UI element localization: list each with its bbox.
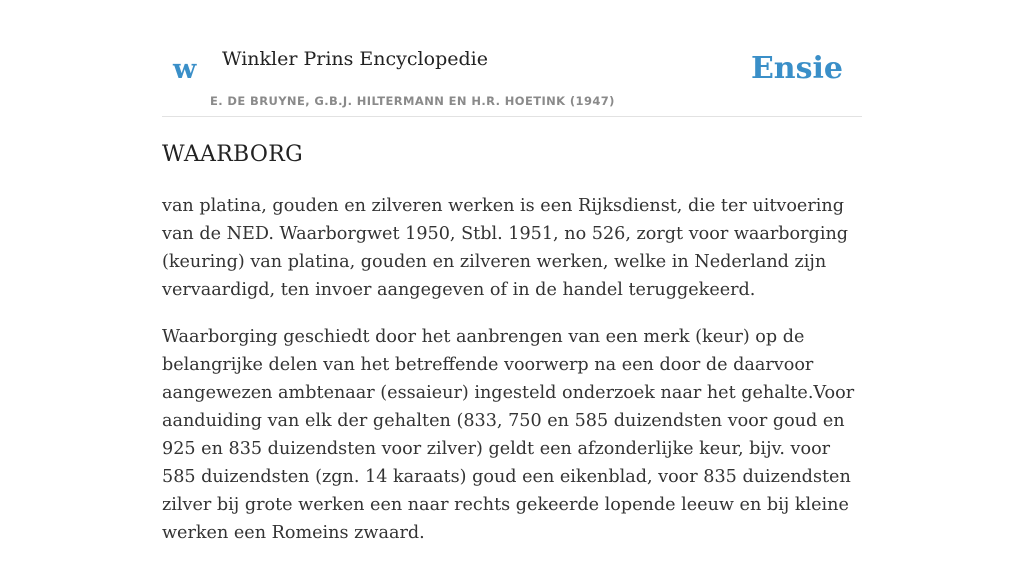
site-logo[interactable]: w [173,54,197,85]
entry-paragraph: van platina, gouden en zilveren werken is een Rijksdienst, die ter uitvoering van de NED. Waarborgwet 1950, Stbl. 1951, no 526, zorgt voor waarborging (keuring) van platina, gouden en zilveren werken, welke in Nederland zijn vervaardigd, ten invoer aangegeven of in de handel teruggekeerd. [162,196,849,300]
brand-link[interactable]: Ensie [750,51,843,86]
site-header [162,0,862,117]
authors-credit: E. DE BRUYNE, G.B.J. HILTERMANN EN H.R. HOETINK (1947) [210,94,615,108]
entry-body [162,192,865,566]
page-container [162,0,862,543]
site-title[interactable]: Winkler Prins Encyclopedie [222,48,488,70]
entry-headword: WAARBORG [162,142,304,167]
entry-paragraph: Waarborging geschiedt door het aanbrengen van een merk (keur) op de belangrijke delen van het betreffende voorwerp na een door de daarvoor aangewezen ambtenaar (essaieur) ingesteld onderzoek naar het gehalte.Voor aanduiding van elk der gehalten (833, 750 en 585 duizendsten voor goud en 925 en 835 duizendsten voor zilver) geldt een afzonderlijke keur, bijv. voor 585 duizendsten (zgn. 14 karaats) goud een eikenblad, voor 835 duizendsten zilver bij grote werken een naar rechts gekeerde lopende leeuw en bij kleine werken een Romeins zwaard. [162,327,855,543]
